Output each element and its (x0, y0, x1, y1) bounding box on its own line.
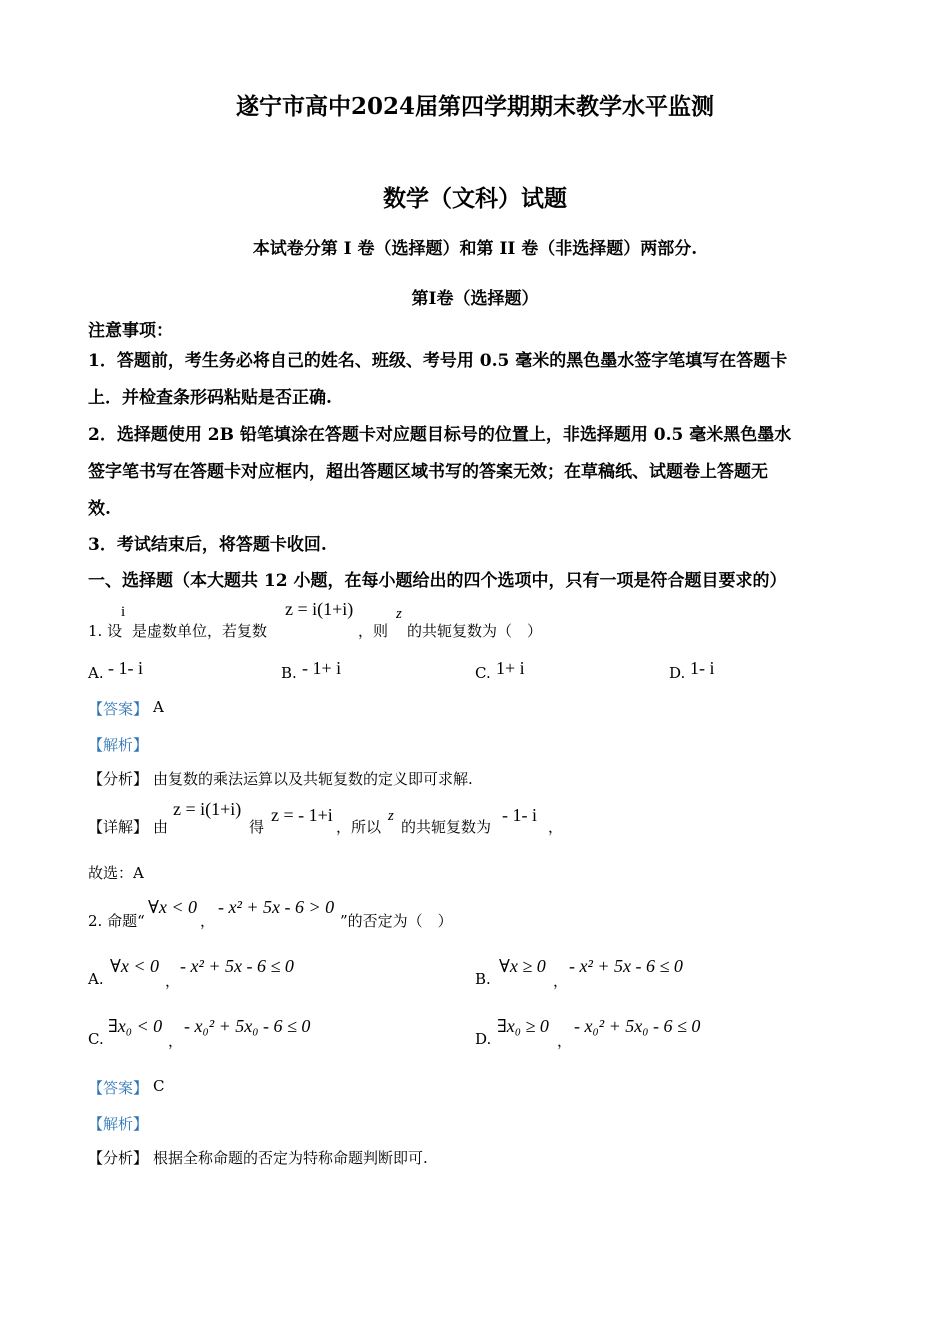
q2-option-b-comma: ， (553, 972, 569, 990)
exam-title: 遂宁市高中2024届第四学期期末教学水平监测 (235, 93, 714, 120)
q1-choose: 故选：A (88, 864, 144, 882)
q1-prefix: 1. 设 (88, 622, 123, 640)
q1-detail-formula-2: z = - 1+i (271, 805, 333, 825)
notice-item-2-end: 效. (88, 499, 111, 519)
q1-z-symbol: z (396, 606, 402, 622)
q1-detail-tag: 【详解】 (88, 818, 149, 836)
q2-option-d-expression: - x₀² + 5x₀ - 6 ≤ 0 (574, 1016, 701, 1036)
q2-option-b-label: B. (475, 970, 491, 988)
notice-item-2: 2．选择题使用 2B 铅笔填涂在答题卡对应题目标号的位置上，非选择题用 0.5 毫米黑色墨水 (88, 425, 792, 445)
section-heading: 一、选择题（本大题共 12 小题，在每小题给出的四个选项中，只有一项是符合题目要求的） (88, 571, 787, 591)
notice-item-1-cont: 上．并检查条形码粘贴是否正确. (88, 388, 332, 408)
q2-option-b-quantifier: ∀x ≥ 0 (499, 956, 546, 976)
q1-answer: A (153, 698, 164, 716)
q1-option-b-value: - 1+ i (302, 658, 342, 678)
q2-analysis-tag: 【解析】 (88, 1115, 149, 1133)
q2-option-a-expression: - x² + 5x - 6 ≤ 0 (180, 956, 294, 976)
notice-item-1: 1．答题前，考生务必将自己的姓名、班级、考号用 0.5 毫米的黑色墨水签字笔填写在答题卡 (88, 351, 788, 371)
q1-detail-z: z (388, 808, 394, 824)
q1-formula: z = i(1+i) (285, 599, 354, 619)
q1-detail-conj: 的共轭复数为 (401, 818, 492, 836)
q1-i-symbol: i (121, 604, 126, 620)
q2-option-a-label: A. (88, 970, 104, 988)
q2-option-d-label: D. (475, 1030, 492, 1048)
q2-option-d-comma: ， (557, 1032, 573, 1050)
q2-statement: - x² + 5x - 6 > 0 (218, 897, 335, 917)
q2-option-a-quantifier: ∀x < 0 (110, 956, 159, 976)
notice-item-2-cont: 签字笔书写在答题卡对应框内，超出答题区域书写的答案无效；在草稿纸、试题卷上答题无 (88, 462, 768, 482)
notice-item-3: 3．考试结束后，将答题卡收回. (88, 535, 327, 555)
q2-option-c-label: C. (88, 1030, 104, 1048)
q2-fenxi-tag: 【分析】 (88, 1149, 149, 1167)
q1-option-b-label: B. (281, 664, 297, 682)
q1-detail-formula-3: - 1- i (502, 805, 537, 825)
q1-mid: 是虚数单位，若复数 (132, 622, 268, 640)
q2-quantifier: ∀x < 0 (148, 897, 197, 917)
q1-fenxi-tag: 【分析】 (88, 770, 149, 788)
q1-option-d-label: D. (669, 664, 686, 682)
q2-fenxi: 根据全称命题的否定为特称命题判断即可. (153, 1149, 428, 1167)
q1-detail-pre: 由 (153, 818, 169, 836)
q1-detail-de: 得 (249, 818, 265, 836)
q1-detail-formula-1: z = i(1+i) (173, 799, 242, 819)
q2-option-c-expression: - x₀² + 5x₀ - 6 ≤ 0 (184, 1016, 311, 1036)
q1-detail-so: ，所以 (336, 818, 382, 836)
q2-option-b-expression: - x² + 5x - 6 ≤ 0 (569, 956, 683, 976)
part-title: 第Ⅰ卷（选择题） (411, 289, 539, 309)
q1-suffix: 的共轭复数为（ ） (407, 622, 543, 640)
q2-answer: C (153, 1077, 165, 1095)
q2-comma: ， (200, 912, 216, 930)
q1-analysis-tag: 【解析】 (88, 736, 149, 754)
notice-heading: 注意事项： (88, 321, 173, 341)
q1-option-a-value: - 1- i (108, 658, 143, 678)
q1-answer-tag: 【答案】 (88, 700, 149, 718)
q1-option-c-value: 1+ i (496, 658, 525, 678)
q2-prefix: 2. 命题“ (88, 912, 145, 930)
q1-then: ，则 (358, 622, 389, 640)
q2-answer-tag: 【答案】 (88, 1079, 149, 1097)
q1-option-d-value: 1- i (690, 658, 715, 678)
q1-option-a-label: A. (88, 664, 104, 682)
q1-detail-end: ， (548, 818, 564, 836)
q2-option-a-comma: ， (165, 972, 181, 990)
q2-option-c-quantifier: ∃x₀ < 0 (108, 1016, 163, 1036)
q2-suffix: ”的否定为（ ） (340, 912, 453, 930)
q2-option-c-comma: ， (168, 1032, 184, 1050)
intro-line: 本试卷分第 I 卷（选择题）和第 II 卷（非选择题）两部分. (252, 239, 698, 259)
q1-fenxi: 由复数的乘法运算以及共轭复数的定义即可求解. (153, 770, 473, 788)
subject-title: 数学（文科）试题 (383, 185, 567, 212)
q2-option-d-quantifier: ∃x₀ ≥ 0 (497, 1016, 549, 1036)
q1-option-c-label: C. (475, 664, 491, 682)
